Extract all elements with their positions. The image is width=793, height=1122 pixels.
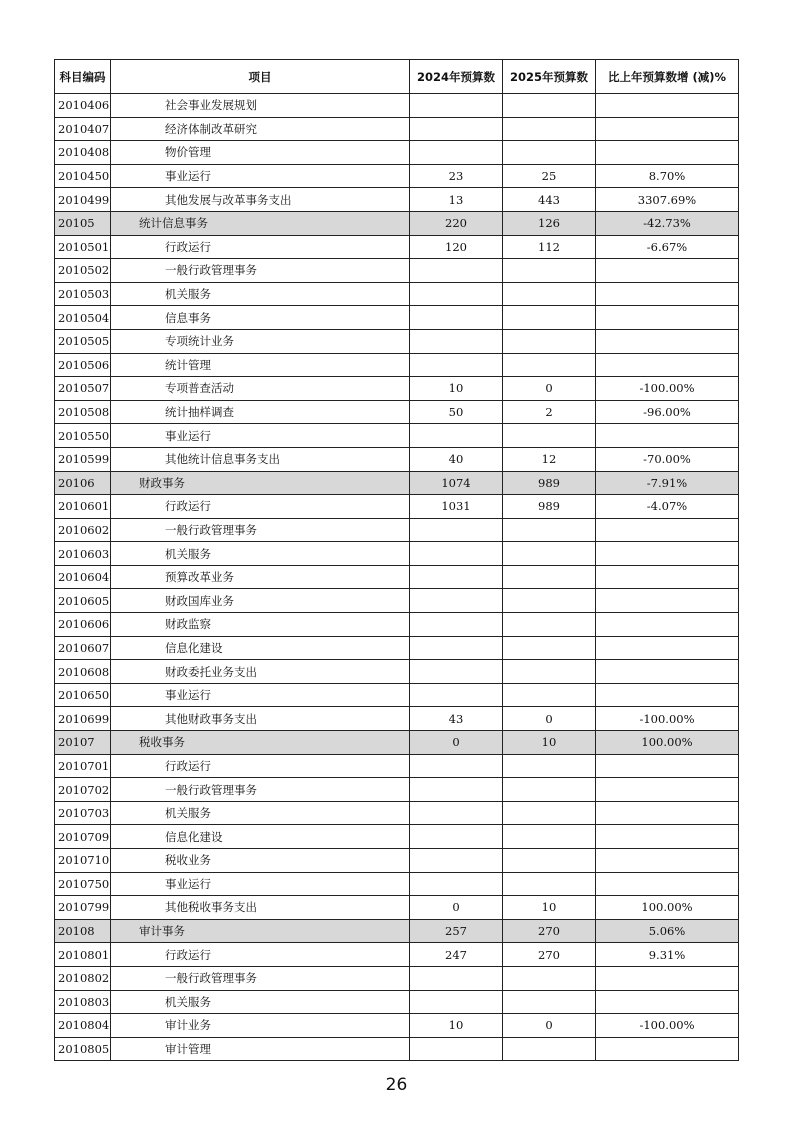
budget-2025-cell (503, 754, 596, 778)
code-cell: 2010502 (55, 259, 111, 283)
table-row (55, 235, 739, 259)
change-percent-cell (596, 872, 739, 896)
change-percent-cell (596, 849, 739, 873)
budget-2024-cell (410, 424, 503, 448)
budget-2025-cell (503, 329, 596, 353)
category-row (55, 919, 739, 943)
table-header (55, 60, 739, 94)
budget-2024-cell (410, 565, 503, 589)
item-name-cell: 行政运行 (111, 235, 410, 259)
header-name: 项目 (111, 60, 410, 94)
code-cell: 2010805 (55, 1037, 111, 1061)
budget-2024-cell: 1074 (410, 471, 503, 495)
budget-2024-cell (410, 825, 503, 849)
budget-2024-cell (410, 329, 503, 353)
table-row (55, 683, 739, 707)
item-name-cell: 财政监察 (111, 613, 410, 637)
code-cell: 2010550 (55, 424, 111, 448)
change-percent-cell: 100.00% (596, 731, 739, 755)
budget-2024-cell (410, 117, 503, 141)
change-percent-cell (596, 565, 739, 589)
budget-2024-cell (410, 518, 503, 542)
table-row (55, 778, 739, 802)
budget-2025-cell (503, 518, 596, 542)
budget-2024-cell (410, 94, 503, 118)
change-percent-cell: -100.00% (596, 377, 739, 401)
item-name-cell: 统计信息事务 (111, 211, 410, 235)
item-name-cell: 审计业务 (111, 1014, 410, 1038)
change-percent-cell (596, 966, 739, 990)
table-row (55, 164, 739, 188)
table-row (55, 754, 739, 778)
header-row (55, 60, 739, 94)
budget-2025-cell: 443 (503, 188, 596, 212)
budget-2025-cell: 270 (503, 919, 596, 943)
budget-2024-cell: 220 (410, 211, 503, 235)
item-name-cell: 其他财政事务支出 (111, 707, 410, 731)
budget-2025-cell (503, 636, 596, 660)
budget-2024-cell (410, 1037, 503, 1061)
budget-2025-cell (503, 589, 596, 613)
item-name-cell: 行政运行 (111, 943, 410, 967)
budget-2024-cell: 40 (410, 447, 503, 471)
table-row (55, 282, 739, 306)
budget-2024-cell: 10 (410, 377, 503, 401)
change-percent-cell (596, 518, 739, 542)
table-row (55, 141, 739, 165)
table-body (55, 94, 739, 1061)
code-cell: 2010650 (55, 683, 111, 707)
table-row (55, 872, 739, 896)
budget-2025-cell (503, 424, 596, 448)
change-percent-cell (596, 778, 739, 802)
change-percent-cell: 5.06% (596, 919, 739, 943)
change-percent-cell: 8.70% (596, 164, 739, 188)
code-cell: 2010801 (55, 943, 111, 967)
budget-2025-cell (503, 94, 596, 118)
budget-table (54, 59, 739, 1061)
table-row (55, 377, 739, 401)
budget-2024-cell: 50 (410, 400, 503, 424)
item-name-cell: 财政事务 (111, 471, 410, 495)
change-percent-cell: -70.00% (596, 447, 739, 471)
change-percent-cell (596, 306, 739, 330)
change-percent-cell: 9.31% (596, 943, 739, 967)
table-row (55, 660, 739, 684)
change-percent-cell (596, 329, 739, 353)
budget-2024-cell: 10 (410, 1014, 503, 1038)
change-percent-cell (596, 613, 739, 637)
table-row (55, 707, 739, 731)
item-name-cell: 其他发展与改革事务支出 (111, 188, 410, 212)
change-percent-cell: 3307.69% (596, 188, 739, 212)
code-cell: 2010709 (55, 825, 111, 849)
budget-2025-cell: 989 (503, 471, 596, 495)
item-name-cell: 税收事务 (111, 731, 410, 755)
change-percent-cell: -4.07% (596, 495, 739, 519)
budget-2025-cell: 25 (503, 164, 596, 188)
category-row (55, 731, 739, 755)
table-row (55, 943, 739, 967)
change-percent-cell (596, 259, 739, 283)
budget-2024-cell (410, 259, 503, 283)
code-cell: 2010407 (55, 117, 111, 141)
item-name-cell: 审计管理 (111, 1037, 410, 1061)
code-cell: 2010406 (55, 94, 111, 118)
budget-2024-cell (410, 849, 503, 873)
budget-2025-cell (503, 683, 596, 707)
item-name-cell: 行政运行 (111, 495, 410, 519)
table-row (55, 589, 739, 613)
change-percent-cell: -100.00% (596, 1014, 739, 1038)
budget-2025-cell (503, 825, 596, 849)
code-cell: 2010750 (55, 872, 111, 896)
budget-2025-cell (503, 542, 596, 566)
budget-2024-cell: 0 (410, 731, 503, 755)
budget-2025-cell: 10 (503, 896, 596, 920)
table-row (55, 94, 739, 118)
table-row (55, 495, 739, 519)
code-cell: 2010507 (55, 377, 111, 401)
header-2024-budget: 2024年预算数 (410, 60, 503, 94)
change-percent-cell (596, 825, 739, 849)
budget-2024-cell: 1031 (410, 495, 503, 519)
change-percent-cell (596, 117, 739, 141)
item-name-cell: 机关服务 (111, 990, 410, 1014)
code-cell: 2010703 (55, 801, 111, 825)
item-name-cell: 信息化建设 (111, 636, 410, 660)
item-name-cell: 事业运行 (111, 164, 410, 188)
budget-2025-cell (503, 990, 596, 1014)
budget-2025-cell (503, 282, 596, 306)
budget-2024-cell: 43 (410, 707, 503, 731)
code-cell: 2010504 (55, 306, 111, 330)
budget-2024-cell (410, 636, 503, 660)
table-row (55, 542, 739, 566)
code-cell: 2010604 (55, 565, 111, 589)
item-name-cell: 物价管理 (111, 141, 410, 165)
code-cell: 2010601 (55, 495, 111, 519)
budget-2024-cell (410, 542, 503, 566)
budget-2025-cell (503, 778, 596, 802)
code-cell: 20106 (55, 471, 111, 495)
item-name-cell: 审计事务 (111, 919, 410, 943)
code-cell: 2010603 (55, 542, 111, 566)
code-cell: 2010503 (55, 282, 111, 306)
item-name-cell: 预算改革业务 (111, 565, 410, 589)
header-change-percent: 比上年预算数增 (减)% (596, 60, 739, 94)
item-name-cell: 事业运行 (111, 683, 410, 707)
budget-2024-cell (410, 660, 503, 684)
item-name-cell: 专项普查活动 (111, 377, 410, 401)
budget-2024-cell (410, 966, 503, 990)
budget-2024-cell: 247 (410, 943, 503, 967)
page-number: 26 (385, 1075, 408, 1095)
budget-2024-cell: 120 (410, 235, 503, 259)
change-percent-cell (596, 542, 739, 566)
table-row (55, 849, 739, 873)
table-row (55, 329, 739, 353)
change-percent-cell (596, 1037, 739, 1061)
item-name-cell: 社会事业发展规划 (111, 94, 410, 118)
table-row (55, 896, 739, 920)
item-name-cell: 机关服务 (111, 282, 410, 306)
table-row (55, 613, 739, 637)
change-percent-cell: 100.00% (596, 896, 739, 920)
table-row (55, 188, 739, 212)
header-2025-budget: 2025年预算数 (503, 60, 596, 94)
item-name-cell: 事业运行 (111, 424, 410, 448)
table-row (55, 990, 739, 1014)
code-cell: 2010506 (55, 353, 111, 377)
item-name-cell: 其他税收事务支出 (111, 896, 410, 920)
change-percent-cell: -6.67% (596, 235, 739, 259)
table-row (55, 1037, 739, 1061)
budget-2024-cell (410, 613, 503, 637)
budget-2025-cell (503, 849, 596, 873)
budget-2025-cell (503, 801, 596, 825)
change-percent-cell: -42.73% (596, 211, 739, 235)
item-name-cell: 税收业务 (111, 849, 410, 873)
table-row (55, 565, 739, 589)
code-cell: 2010606 (55, 613, 111, 637)
item-name-cell: 专项统计业务 (111, 329, 410, 353)
item-name-cell: 财政委托业务支出 (111, 660, 410, 684)
budget-2025-cell: 0 (503, 707, 596, 731)
item-name-cell: 一般行政管理事务 (111, 778, 410, 802)
item-name-cell: 其他统计信息事务支出 (111, 447, 410, 471)
table-row (55, 801, 739, 825)
budget-2024-cell (410, 141, 503, 165)
budget-2024-cell: 13 (410, 188, 503, 212)
code-cell: 2010450 (55, 164, 111, 188)
item-name-cell: 一般行政管理事务 (111, 966, 410, 990)
code-cell: 2010607 (55, 636, 111, 660)
budget-2024-cell (410, 801, 503, 825)
change-percent-cell: -100.00% (596, 707, 739, 731)
budget-2024-cell (410, 306, 503, 330)
change-percent-cell (596, 636, 739, 660)
budget-2025-cell (503, 966, 596, 990)
change-percent-cell (596, 353, 739, 377)
table-row (55, 518, 739, 542)
change-percent-cell (596, 660, 739, 684)
code-cell: 2010508 (55, 400, 111, 424)
budget-2025-cell (503, 613, 596, 637)
budget-2025-cell (503, 306, 596, 330)
budget-2024-cell (410, 990, 503, 1014)
code-cell: 2010408 (55, 141, 111, 165)
table-row (55, 117, 739, 141)
budget-2024-cell (410, 589, 503, 613)
budget-2025-cell (503, 353, 596, 377)
category-row (55, 211, 739, 235)
table-row (55, 1014, 739, 1038)
budget-2024-cell: 0 (410, 896, 503, 920)
budget-2025-cell: 10 (503, 731, 596, 755)
item-name-cell: 信息化建设 (111, 825, 410, 849)
table-row (55, 636, 739, 660)
change-percent-cell (596, 282, 739, 306)
budget-2025-cell (503, 259, 596, 283)
code-cell: 2010699 (55, 707, 111, 731)
item-name-cell: 一般行政管理事务 (111, 259, 410, 283)
code-cell: 2010702 (55, 778, 111, 802)
item-name-cell: 统计抽样调查 (111, 400, 410, 424)
code-cell: 2010499 (55, 188, 111, 212)
item-name-cell: 经济体制改革研究 (111, 117, 410, 141)
table-row (55, 966, 739, 990)
budget-2025-cell: 0 (503, 377, 596, 401)
item-name-cell: 信息事务 (111, 306, 410, 330)
budget-2024-cell (410, 282, 503, 306)
budget-2024-cell: 257 (410, 919, 503, 943)
change-percent-cell (596, 754, 739, 778)
budget-2025-cell: 270 (503, 943, 596, 967)
budget-2024-cell (410, 353, 503, 377)
code-cell: 2010701 (55, 754, 111, 778)
code-cell: 2010799 (55, 896, 111, 920)
table-row (55, 424, 739, 448)
code-cell: 20108 (55, 919, 111, 943)
change-percent-cell (596, 141, 739, 165)
budget-2025-cell (503, 1037, 596, 1061)
item-name-cell: 财政国库业务 (111, 589, 410, 613)
code-cell: 2010803 (55, 990, 111, 1014)
table-row (55, 353, 739, 377)
budget-2025-cell: 112 (503, 235, 596, 259)
code-cell: 2010608 (55, 660, 111, 684)
table-row (55, 306, 739, 330)
change-percent-cell (596, 683, 739, 707)
budget-2025-cell (503, 872, 596, 896)
code-cell: 20107 (55, 731, 111, 755)
budget-2025-cell (503, 117, 596, 141)
budget-2025-cell: 2 (503, 400, 596, 424)
budget-2024-cell (410, 778, 503, 802)
budget-2024-cell (410, 754, 503, 778)
item-name-cell: 统计管理 (111, 353, 410, 377)
code-cell: 2010605 (55, 589, 111, 613)
code-cell: 2010804 (55, 1014, 111, 1038)
change-percent-cell (596, 424, 739, 448)
budget-2025-cell: 989 (503, 495, 596, 519)
change-percent-cell (596, 589, 739, 613)
budget-2025-cell: 126 (503, 211, 596, 235)
item-name-cell: 一般行政管理事务 (111, 518, 410, 542)
item-name-cell: 机关服务 (111, 542, 410, 566)
item-name-cell: 机关服务 (111, 801, 410, 825)
table-row (55, 400, 739, 424)
budget-2024-cell (410, 872, 503, 896)
budget-2025-cell: 0 (503, 1014, 596, 1038)
code-cell: 20105 (55, 211, 111, 235)
budget-2024-cell (410, 683, 503, 707)
change-percent-cell (596, 801, 739, 825)
table-row (55, 447, 739, 471)
change-percent-cell (596, 990, 739, 1014)
item-name-cell: 事业运行 (111, 872, 410, 896)
code-cell: 2010602 (55, 518, 111, 542)
category-row (55, 471, 739, 495)
code-cell: 2010710 (55, 849, 111, 873)
table-row (55, 825, 739, 849)
code-cell: 2010501 (55, 235, 111, 259)
budget-2025-cell (503, 660, 596, 684)
budget-2025-cell: 12 (503, 447, 596, 471)
budget-2025-cell (503, 141, 596, 165)
item-name-cell: 行政运行 (111, 754, 410, 778)
header-code: 科目编码 (55, 60, 111, 94)
code-cell: 2010802 (55, 966, 111, 990)
code-cell: 2010505 (55, 329, 111, 353)
change-percent-cell (596, 94, 739, 118)
budget-2025-cell (503, 565, 596, 589)
change-percent-cell: -7.91% (596, 471, 739, 495)
budget-2024-cell: 23 (410, 164, 503, 188)
table-row (55, 259, 739, 283)
code-cell: 2010599 (55, 447, 111, 471)
change-percent-cell: -96.00% (596, 400, 739, 424)
